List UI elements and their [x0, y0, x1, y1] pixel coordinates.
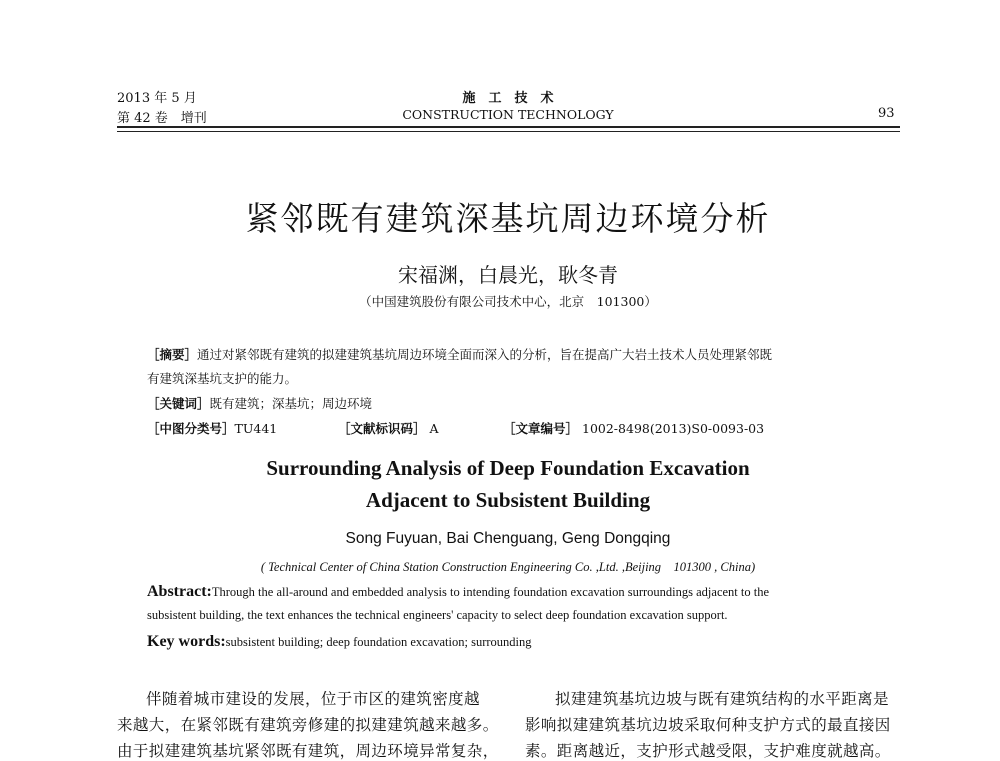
- document-code: [338, 419, 439, 437]
- authors-cn: 宋福渊，白晨光，耿冬青: [398, 263, 618, 287]
- paper-title-en-line2: Adjacent to Subsistent Building: [365, 488, 651, 512]
- clc-number: [147, 419, 277, 437]
- keywords-en-sep: :: [220, 633, 226, 650]
- clc-value: TU441: [234, 421, 278, 436]
- body-left-line: 来越大，在紧邻既有建筑旁修建的拟建建筑越来越多。: [117, 716, 499, 734]
- abstract-en-label: Abstract: [147, 583, 207, 600]
- paper-title-en-line1: Surrounding Analysis of Deep Foundation Excavation: [266, 456, 750, 480]
- affiliation-cn: （中国建筑股份有限公司技术中心，北京 101300）: [359, 294, 657, 309]
- abstract-cn-label: ［摘要］: [147, 347, 198, 362]
- header-volume: 第 42 卷 增刊: [117, 111, 207, 126]
- authors-en: Song Fuyuan, Bai Chenguang, Geng Dongqing: [345, 530, 671, 547]
- keywords-cn-label: ［关键词］: [147, 396, 210, 411]
- abstract-cn-text: 通过对紧邻既有建筑的拟建建筑基坑周边环境全面而深入的分析，旨在提高广大岩土技术人员处理紧邻既: [197, 347, 773, 362]
- article-number: [503, 419, 764, 437]
- body-right-line: 素。距离越近，支护形式越受限，支护难度就越高。: [525, 742, 891, 760]
- document-code-label: ［文献标识码］: [338, 421, 426, 436]
- keywords-en-text: subsistent building; deep foundation excavation; surrounding: [225, 635, 532, 649]
- header-rule-thin: [117, 131, 900, 132]
- body-right-line: 拟建建筑基坑边坡与既有建筑结构的水平距离是: [555, 690, 889, 708]
- article-number-value: 1002-8498(2013)S0-0093-03: [582, 421, 765, 436]
- header-date: 2013 年 5 月: [117, 91, 197, 106]
- body-right-line: 影响拟建建筑基坑边坡采取何种支护方式的最直接因: [525, 716, 891, 734]
- keywords-cn: [147, 394, 372, 412]
- body-left-line: 由于拟建建筑基坑紧邻既有建筑，周边环境异常复杂，: [117, 742, 499, 760]
- article-number-label: ［文章编号］: [503, 421, 579, 436]
- keywords-en: [147, 633, 532, 651]
- header-rule-thick: [117, 126, 900, 128]
- abstract-en-line2: subsistent building, the text enhances the technical engineers' capacity to select deep foundation excavation support.: [147, 608, 728, 622]
- keywords-en-label: Key words: [147, 633, 221, 650]
- paper-title-cn: 紧邻既有建筑深基坑周边环境分析: [245, 199, 771, 238]
- abstract-en-text: Through the all-around and embedded analysis to intending foundation excavation surroundings adjacent to the: [211, 585, 770, 599]
- abstract-cn-line1: [147, 345, 772, 363]
- affiliation-en: ( Technical Center of China Station Construction Engineering Co. ,Ltd. ,Beijing 101300 , China): [260, 560, 756, 574]
- journal-name-en: CONSTRUCTION TECHNOLOGY: [402, 107, 614, 122]
- page-number: 93: [878, 106, 895, 121]
- clc-label: ［中图分类号］: [147, 421, 235, 436]
- abstract-cn-line2: 有建筑深基坑支护的能力。: [147, 371, 298, 386]
- journal-name-cn: 施 工 技 术: [462, 91, 554, 106]
- abstract-en-line1: [147, 583, 769, 601]
- body-left-line: 伴随着城市建设的发展，位于市区的建筑密度越: [146, 690, 480, 708]
- keywords-cn-text: 既有建筑；深基坑；周边环境: [209, 396, 373, 411]
- abstract-en-sep: :: [206, 583, 212, 600]
- document-code-value: A: [429, 421, 439, 436]
